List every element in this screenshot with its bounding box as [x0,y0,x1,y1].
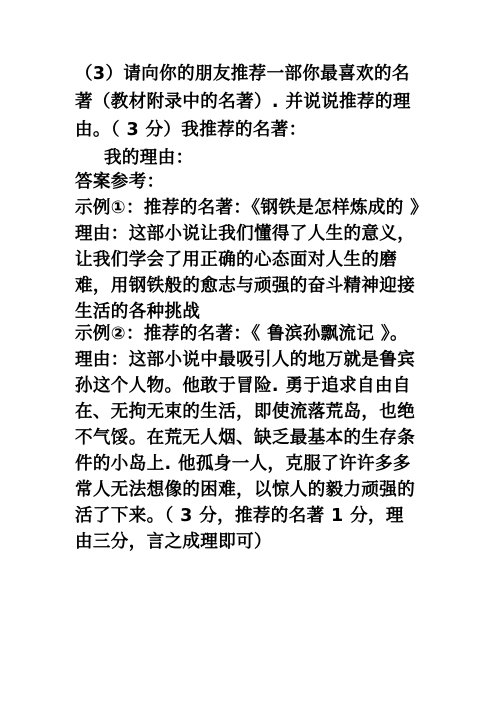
example-1-line-1: 理由：这部小说让我们懂得了人生的意义， [75,224,416,244]
example-2-line-6: 常人无法想像的困难，以惊人的毅力顽强的 [75,480,416,500]
example-2-line-7: 活了下来。（ 3 分，推荐的名著 1 分，理 [75,506,404,526]
question-line-3: 由。（ 3 分）我推荐的名著： [75,120,307,140]
example-2-line-2: 孙这个人物。他敢于冒险. 勇于追求自由自 [75,376,411,396]
example-2-line-3: 在、无拘无束的生活，即使流落荒岛，也绝 [75,402,416,422]
scoring-note: 由三分，言之成理即可） [75,532,272,552]
example-1-line-3: 难，用钢铁般的愈志与顽强的奋斗精神迎接 [75,276,416,296]
example-1-line-4: 生活的各种挑战 [75,302,201,322]
example-2-title: 示例②：推荐的名著：《 鲁滨孙飘流记 》。 [75,324,408,344]
example-2-line-4: 不气馁。在荒无人烟、缺乏最基本的生存条 [75,428,416,448]
answer-reference-heading: 答案参考： [75,172,165,192]
example-1-title: 示例①：推荐的名著：《钢铁是怎样炼成的 》 [75,198,429,218]
question-line-2: 著（教材附录中的名著）. 并说说推荐的理 [75,92,411,112]
example-2-line-1: 理由：这部小说中最吸引人的地万就是鲁宾 [75,350,416,370]
example-1-line-2: 让我们学会了用正确的心态面对人生的磨 [75,250,398,270]
question-line-1: （3）请向你的朋友推荐一部你最喜欢的名 [75,64,410,84]
example-2-line-5: 件的小岛上. 他孤身一人，克服了许许多多 [75,454,411,474]
my-reason-label: 我的理由： [104,148,194,168]
